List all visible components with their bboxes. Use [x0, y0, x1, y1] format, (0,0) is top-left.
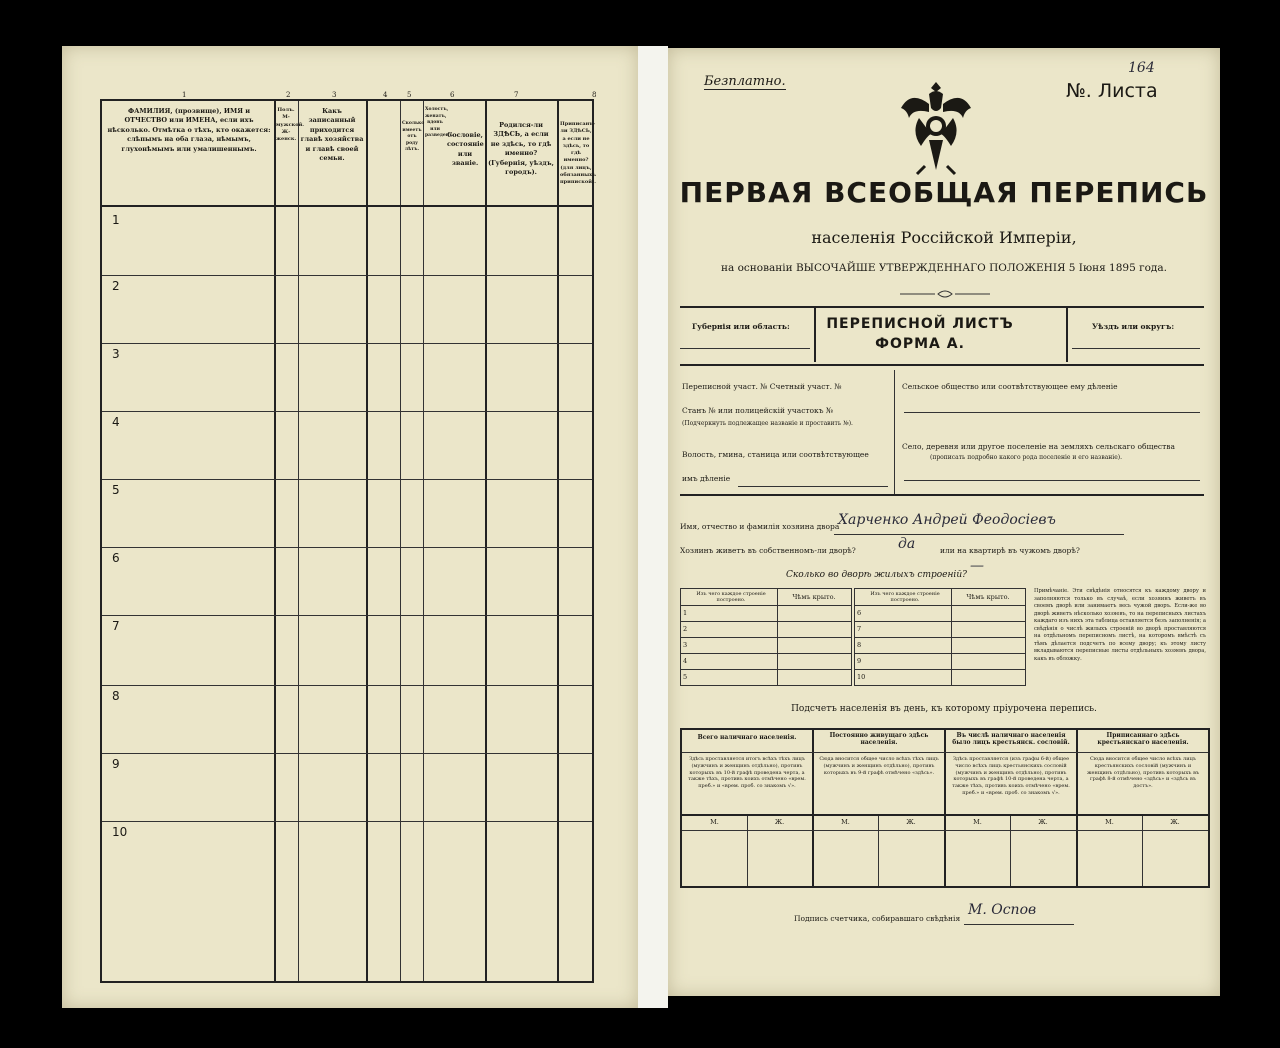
- female-label: Ж.: [906, 818, 916, 826]
- buildings-row-number: 5: [683, 673, 688, 681]
- header-name: ФАМИЛИЯ, (прозвище), ИМЯ и ОТЧЕСТВО или ИМЕНА, если ихъ нѣсколько. Отмѣтка о тѣхъ, кто окажется: слѣпымъ на оба глаза, нѣмымъ, глухонѣмымъ или умалишеннымъ.: [107, 107, 271, 153]
- left-page: [62, 46, 638, 1008]
- header-estate: Сословіе, состояніе или званіе.: [447, 131, 484, 168]
- count-desc-total: Здѣсь проставляется итогъ всѣхъ тѣхъ лицъ (мужчинъ и женщинъ отдѣльно), противъ которыхъ въ 10-й графѣ проведена черта, а также тѣхъ, противъ коихъ отмѣчено «врем. преб.» и «врем. проб. со знакомъ √».: [688, 756, 806, 789]
- rural-society-label: Сельское общество или соотвѣтствующее ему дѣленіе: [902, 382, 1118, 391]
- column-number: 7: [514, 91, 519, 99]
- header-registration: Приписанъ-ли ЗДѢСЬ, а если не здѣсь, то гдѣ именно? (для лицъ, обязанныхъ припиской).: [560, 121, 597, 185]
- count-desc-registered: Сюда вносится общее число всѣхъ лицъ крестьянскихъ сословій (мужчинъ и женщинъ отдѣльно), противъ которыхъ въ графѣ 8-й отмѣчено «здѣсь» и «здѣсь въ достъ».: [1086, 756, 1200, 789]
- row-number: 3: [112, 347, 120, 361]
- header-sex: Полъ. М-мужской. Ж-женск.: [276, 107, 305, 142]
- column-number: 4: [383, 91, 388, 99]
- count-desc-permanent: Сюда вносится общее число всѣхъ тѣхъ лицъ (мужчинъ и женщинъ отдѣльно), противъ которыхъ въ 9-й графѣ отмѣчено «здѣсь».: [819, 756, 939, 776]
- buildings-row-number: 2: [683, 625, 688, 633]
- form-title: ФОРМА А.: [875, 336, 965, 352]
- column-number: 6: [450, 91, 455, 99]
- household-members-table: [100, 91, 597, 983]
- owner-label: Имя, отчество и фамилія хозяина двора: [680, 522, 840, 531]
- column-number: 3: [332, 91, 337, 99]
- sheet-title: ПЕРЕПИСНОЙ ЛИСТЪ: [826, 316, 1014, 332]
- ornament-divider-icon: [900, 290, 990, 298]
- imperial-eagle-icon: [899, 78, 973, 182]
- volost-label: Волость, гмина, станица или соотвѣтствующее: [682, 450, 869, 459]
- buildings-row-number: 8: [857, 641, 862, 649]
- signature-handwritten: М. Оспов: [968, 902, 1037, 918]
- buildings-col-material: Изъ чего каждое строеніе построено.: [696, 591, 766, 603]
- male-label: М.: [1105, 818, 1114, 826]
- row-number: 2: [112, 279, 120, 293]
- buildings-col-material: Изъ чего каждое строеніе построено.: [870, 591, 940, 603]
- buildings-row-number: 7: [857, 625, 862, 633]
- volost-label-2: имъ дѣленіе: [682, 474, 731, 483]
- signature-label: Подпись счетчика, собиравшаго свѣдѣнія: [794, 914, 961, 923]
- census-area-label: Переписной участ. № Счетный участ. №: [682, 382, 842, 391]
- header-birthplace: Родился-ли ЗДѢСЬ, а если не здѣсь, то гдѣ именно? (Губернія, уѣздъ, городъ).: [488, 121, 554, 177]
- header-marital: Холостъ, женатъ, вдовъ или разведенъ.: [425, 107, 455, 139]
- count-col-total: Всего наличнаго населенія.: [697, 734, 797, 741]
- row-number: 4: [112, 415, 120, 429]
- owner-name-handwritten: Харченко Андрей Феодосіевъ: [838, 512, 1056, 528]
- count-col-registered: Приписаннаго здѣсь крестьянскаго населенія.: [1097, 732, 1189, 746]
- row-number: 7: [112, 619, 120, 633]
- stan-note: (Подчеркнуть подлежащее названіе и проставить №).: [682, 420, 853, 427]
- column-number: 8: [592, 91, 597, 99]
- free-label: Безплатно.: [704, 74, 786, 89]
- handwritten-sheet-number: 164: [1128, 60, 1155, 76]
- buildings-handwritten: —: [970, 558, 984, 574]
- village-note: (прописать подробно какого рода поселеніе и его названіе).: [930, 454, 1122, 461]
- header-age: Сколько имеетъ отъ роду лѣтъ.: [402, 121, 425, 153]
- buildings-row-number: 9: [857, 657, 862, 665]
- male-label: М.: [841, 818, 850, 826]
- buildings-table-b: [854, 588, 1026, 686]
- district-label: Уѣздъ или округъ:: [1092, 322, 1175, 331]
- owner-lives-label: Хозяинъ живетъ въ собственномъ-ли дворѣ?: [680, 546, 856, 555]
- stan-label: Станъ № или полицейскій участокъ №: [682, 406, 833, 415]
- header-relation: Какъ записанный приходится главѣ хозяйства и главѣ своей семьи.: [300, 107, 364, 163]
- row-number: 10: [112, 825, 128, 839]
- province-label: Губернія или область:: [692, 322, 790, 331]
- census-subtitle: населенія Россійской Имперіи,: [811, 228, 1077, 247]
- row-number: 8: [112, 689, 120, 703]
- column-number: 5: [407, 91, 412, 99]
- row-number: 9: [112, 757, 120, 771]
- buildings-col-roof: Чѣмъ крыто.: [966, 593, 1010, 601]
- buildings-row-number: 6: [857, 609, 862, 617]
- census-basis: на основаніи ВЫСОЧАЙШЕ УТВЕРЖДЕННАГО ПОЛОЖЕНІЯ 5 Іюня 1895 года.: [720, 262, 1167, 274]
- row-number: 5: [112, 483, 120, 497]
- male-label: М.: [973, 818, 982, 826]
- row-number: 1: [112, 213, 120, 227]
- population-count-table: [680, 728, 1210, 888]
- buildings-note: Примѣчаніе. Эти свѣдѣнія относятся къ каждому двору и заполняются только въ случаѣ, если хозяинъ живетъ въ своемъ дворѣ или занимаетъ весь чужой дворъ. Если-же во дворѣ живетъ нѣсколько хозяевъ, то на переписныхъ листахъ каждаго изъ нихъ эта таблица оставляется безъ заполненія; а свѣдѣнія о числѣ жилыхъ строеній во дворѣ проставляются на отдѣльномъ переписномъ листѣ, на которомъ вмѣстѣ съ тѣмъ дѣлается подсчетъ по всему двору; къ этому листу вкладываются переписные листы отдѣльныхъ хозяевъ двора, какъ въ обложку.: [1034, 588, 1206, 662]
- owner-lives-handwritten: да: [898, 536, 916, 552]
- buildings-row-number: 10: [857, 673, 866, 681]
- page-gutter: [638, 46, 668, 1008]
- count-col-peasant: Въ числѣ наличнаго населенія было лицъ крестьянск. сословій.: [952, 732, 1070, 746]
- column-number: 2: [286, 91, 291, 99]
- buildings-row-number: 3: [683, 641, 688, 649]
- female-label: Ж.: [774, 818, 785, 826]
- female-label: Ж.: [1170, 818, 1180, 826]
- column-number: 1: [182, 91, 187, 99]
- count-title: Подсчетъ населенія въ день, къ которому пріурочена перепись.: [791, 704, 1097, 714]
- count-col-permanent: Постоянно живущаго здѣсь населенія.: [829, 732, 929, 746]
- village-label: Село, деревня или другое поселеніе на земляхъ сельскаго общества: [902, 442, 1175, 451]
- buildings-col-roof: Чѣмъ крыто.: [792, 593, 836, 601]
- row-number: 6: [112, 551, 120, 565]
- buildings-table-a: [680, 588, 852, 686]
- female-label: Ж.: [1038, 818, 1048, 826]
- buildings-row-number: 4: [683, 657, 688, 665]
- male-label: М.: [710, 818, 719, 826]
- right-page: [668, 48, 1220, 996]
- count-desc-peasant: Здѣсь проставляется (изъ графы 6-й) общее число всѣхъ лицъ крестьянскихъ сословій (мужчинъ и женщинъ отдѣльно), противъ которыхъ въ графѣ 10-й проведена черта, а также тѣхъ, противъ коихъ отмѣчено «врем. преб.» и «врем. проб. со знакомъ √».: [952, 756, 1070, 796]
- owner-lives-label-2: или на квартирѣ въ чужомъ дворѣ?: [940, 546, 1080, 555]
- census-title: ПЕРВАЯ ВСЕОБЩАЯ ПЕРЕПИСЬ: [679, 176, 1209, 209]
- sheet-number-label: №. Листа: [1066, 80, 1158, 102]
- buildings-row-number: 1: [683, 609, 688, 617]
- buildings-label: Сколько во дворѣ жилыхъ строеній?: [786, 570, 967, 580]
